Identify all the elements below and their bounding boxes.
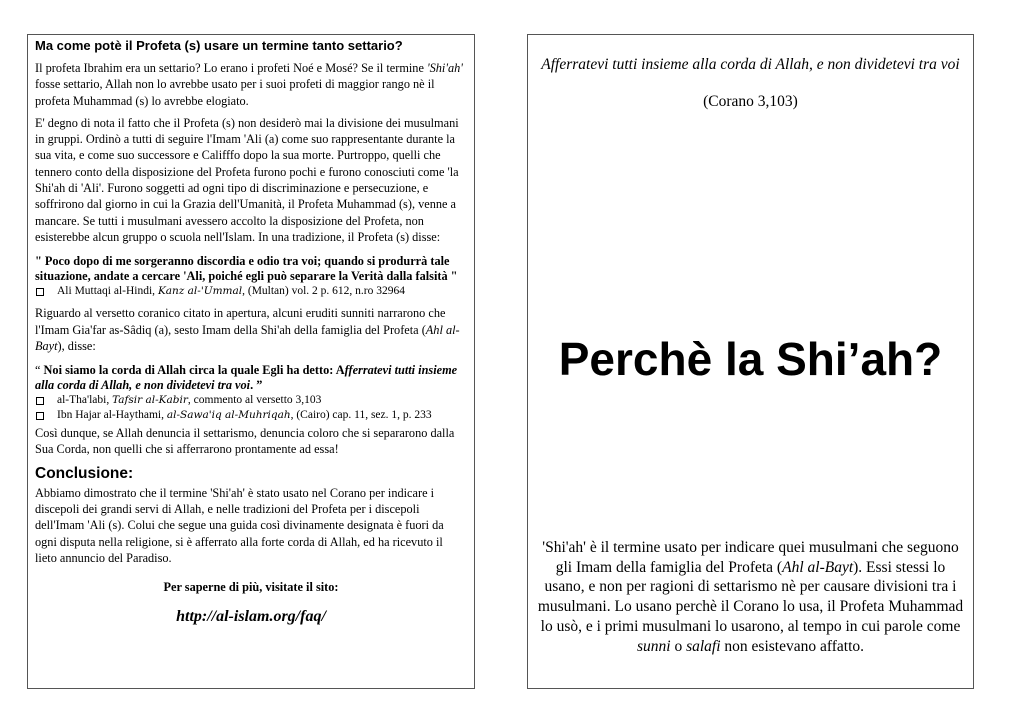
conclusion-paragraph: Abbiamo dimostrato che il termine 'Shi'ah' è stato usato nel Corano per indicare i discepoli dei grandi servi di Allah, e nelle tradizioni del Profeta per i discepoli dell'Imam 'Ali (s). Colui che segue una guida così divinamente designata è fuori da ogni disputa nella religione, si è afferrato alla forte corda di Allah, ed ha ricevuto il lieto annuncio del Paradiso. bbox=[35, 485, 444, 565]
verse-text-a: Riguardo al versetto coranico citato in apertura, alcuni eruditi sunniti narrarono che l'Imam Gia'far as-Sâdiq (a), sesto Imam della Shi'ah della famiglia del Profeta ( bbox=[35, 306, 446, 337]
description-paragraph bbox=[536, 538, 965, 656]
left-panel bbox=[27, 34, 475, 689]
source-citation bbox=[35, 284, 467, 299]
quran-reference: (Corano 3,103) bbox=[703, 93, 798, 110]
imam-quote bbox=[35, 363, 467, 393]
source-author: al-Tha'labi, bbox=[57, 394, 113, 407]
source-title: Kanz al-'Ummal bbox=[157, 285, 243, 298]
ahl-al-bayt-term: Ahl al-Bayt bbox=[782, 558, 854, 576]
visit-label: Per saperne di più, visitate il sito: bbox=[163, 580, 339, 595]
desc-text-a: 'Shi'ah' è il termine usato per indicare quei musulmani che seguono gli Imam della famiglia del Profeta ( bbox=[542, 539, 959, 576]
intro-paragraph bbox=[35, 60, 467, 109]
intro-text-b: fosse settario, Allah non lo avrebbe usato per i suoi profeti di maggior rango nè il profeta Muhammad (s) lo avrebbe elogiato. bbox=[35, 77, 435, 108]
source-author: Ibn Hajar al-Haythami, bbox=[57, 409, 167, 422]
question-heading: Ma come potè il Profeta (s) usare un termine tanto settario? bbox=[35, 38, 403, 53]
source-title: al-Sawa'iq al-Muhriqah bbox=[166, 409, 291, 422]
desc-text-c: o bbox=[670, 637, 687, 655]
source-detail: , (Cairo) cap. 11, sez. 1, p. 233 bbox=[290, 409, 432, 422]
verse-text-b: ), disse: bbox=[57, 338, 96, 353]
intro-text-a: Il profeta Ibrahim era un settario? Lo erano i profeti Noé e Mosé? Se il termine bbox=[35, 61, 427, 75]
website-link[interactable]: http://al-islam.org/faq/ bbox=[176, 607, 326, 625]
quote-bold: Noi siamo la corda di Allah circa la quale Egli ha detto: A bbox=[43, 363, 345, 378]
source-detail: , (Multan) vol. 2 p. 612, n.ro 32964 bbox=[242, 285, 406, 298]
summary-paragraph: Così dunque, se Allah denuncia il settarismo, denuncia coloro che si separarono dalla Sua Corda, non quelli che si afferrarono prontamente ad essa! bbox=[35, 426, 455, 457]
source-title: Tafsir al-Kabir bbox=[112, 394, 188, 407]
hadith-quote: " Poco dopo di me sorgeranno discordia e odio tra voi; quando si produrrà tale situazione, andate a cercare 'Ali, poiché egli può separare la Verità dalla falsità " bbox=[35, 254, 458, 284]
desc-text-b: ). Essi stessi lo usano, e non per ragioni di settarismo nè per causare divisioni tra i musulmani. Lo usano perchè il Corano lo usa, il Profeta Muhammad lo usò, e i primi musulmani lo usarono, al tempo in cui parole come bbox=[537, 558, 964, 635]
checkbox-bullet-icon bbox=[36, 397, 44, 405]
source-citation bbox=[35, 408, 467, 423]
checkbox-bullet-icon bbox=[36, 412, 44, 420]
verse-paragraph bbox=[35, 305, 467, 354]
sunni-term: sunni bbox=[636, 637, 671, 655]
source-author: Ali Muttaqi al-Hindi, bbox=[57, 285, 158, 298]
checkbox-bullet-icon bbox=[36, 288, 44, 296]
source-citation bbox=[35, 393, 467, 408]
quote-bold-italic: fferratevi tutti insieme alla corda di Allah, e non dividetevi tra voi bbox=[35, 363, 458, 393]
history-paragraph: E' degno di nota il fatto che il Profeta (s) non desiderò mai la divisione dei musulmani in gruppi. Ordinò a tutti di seguire l'Imam 'Ali (a) come suo rappresentante durante la sua vita, e come suo successore e Califffo dopo la sua morte. Purtroppo, quelli che tennero conto della disposizione del Profeta furono pochi e furono conosciuti come 'la Shi'ah di 'Ali'. Furono soggetti ad ogni tipo di discriminazione e persecuzione, e soffrirono dal giorno in cui la Grazia dell'Umanità, il Profeta Muhammad (s), venne a mancare. Se tutti i musulmani avessero accolto la disposizione del Profeta, non esisterebbe alcun gruppo o scuola nell'Islam. In una tradizione, il Profeta (s) disse: bbox=[35, 115, 459, 244]
page-title: Perchè la Shi’ah? bbox=[558, 333, 943, 385]
quote-close: . ” bbox=[250, 378, 263, 393]
quote-open: “ bbox=[35, 363, 44, 378]
salafi-term: salafi bbox=[686, 637, 721, 655]
desc-text-d: non esistevano affatto. bbox=[720, 637, 865, 655]
ahl-al-bayt-term: Ahl al-Bayt bbox=[35, 322, 460, 353]
quran-quote: Afferratevi tutti insieme alla corda di Allah, e non dividetevi tra voi bbox=[541, 56, 960, 73]
right-panel bbox=[527, 34, 974, 689]
conclusion-heading: Conclusione: bbox=[35, 464, 134, 482]
shiah-term: 'Shi'ah' bbox=[426, 61, 463, 75]
source-detail: , commento al versetto 3,103 bbox=[187, 394, 322, 407]
